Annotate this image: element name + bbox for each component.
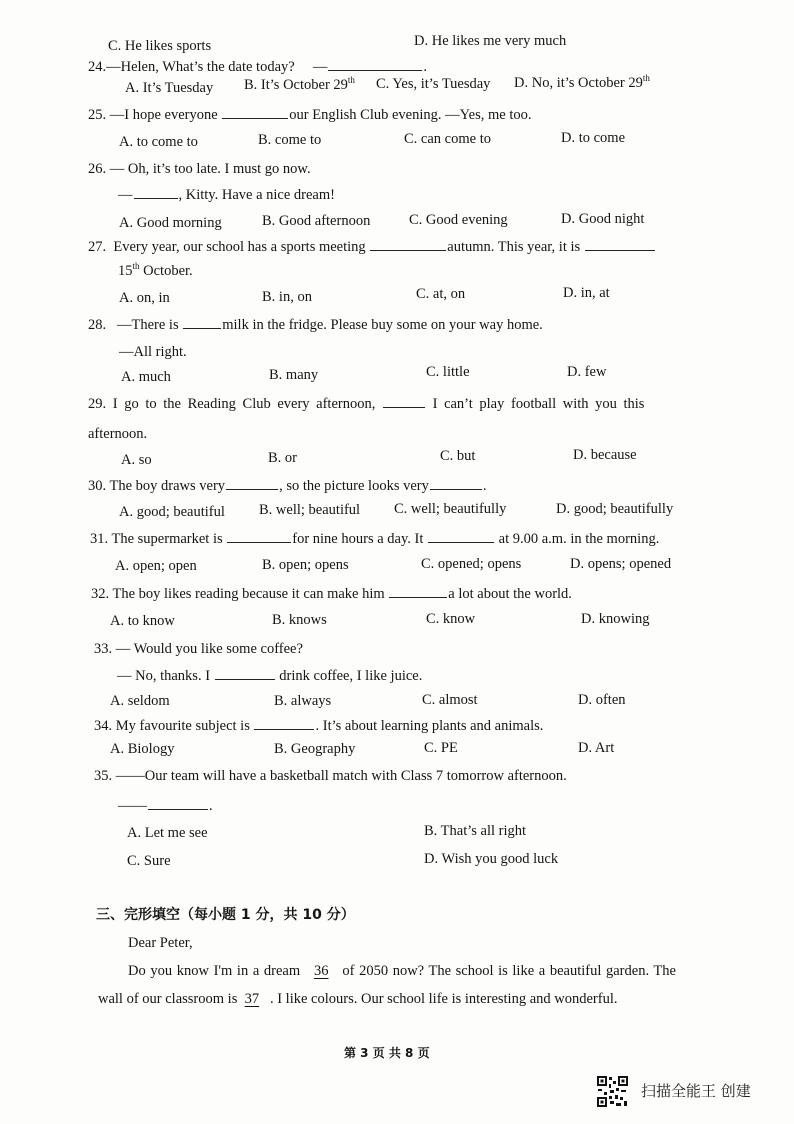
q25-stem: 25. —I hope everyone our English Club evening. —Yes, me too.	[88, 107, 532, 123]
q29-option-d: D. because	[573, 447, 637, 463]
q34-option-a: A. Biology	[110, 741, 175, 757]
q30-option-c: C. well; beautifully	[394, 501, 507, 517]
q28-option-b: B. many	[269, 367, 319, 383]
q34-option-c: C. PE	[424, 740, 458, 756]
q35-option-c: C. Sure	[127, 853, 171, 869]
q29-option-b: B. or	[268, 450, 297, 466]
q23-option-d: D. He likes me very much	[414, 33, 567, 49]
q27-line2: 15th October.	[118, 261, 193, 279]
q26-line1: 26. — Oh, it’s too late. I must go now.	[88, 161, 311, 177]
q24-option-d: D. No, it’s October 29th	[514, 73, 650, 91]
q34-stem: 34. My favourite subject is . It’s about learning plants and animals.	[94, 718, 544, 734]
q35-line2: —— .	[118, 798, 213, 814]
q26-option-a: A. Good morning	[119, 215, 222, 231]
q32-option-b: B. knows	[272, 612, 327, 628]
q33-option-d: D. often	[578, 692, 626, 708]
q29-option-a: A. so	[121, 452, 152, 468]
q33-line2: — No, thanks. I drink coffee, I like juice.	[117, 668, 423, 684]
q31-option-c: C. opened; opens	[421, 556, 522, 572]
q31-option-d: D. opens; opened	[570, 556, 672, 572]
page-number: 第 3 页 共 8 页	[344, 1046, 430, 1060]
blank-36: 36	[313, 963, 329, 979]
section-heading: 三、完形填空（每小题 1 分，共 10 分）	[96, 907, 355, 923]
q24-option-c: C. Yes, it’s Tuesday	[376, 76, 491, 92]
q32-option-a: A. to know	[110, 613, 175, 629]
q30-option-a: A. good; beautiful	[119, 504, 225, 520]
q24-option-a: A. It’s Tuesday	[125, 80, 214, 96]
q29-option-c: C. but	[440, 448, 476, 464]
q33-option-b: B. always	[274, 693, 332, 709]
q28-option-d: D. few	[567, 364, 607, 380]
q27-option-c: C. at, on	[416, 286, 466, 302]
passage-line-2: wall of our classroom is 37 . I like colours. Our school life is interesting and wonderful.	[98, 991, 618, 1007]
q32-option-d: D. knowing	[581, 611, 650, 627]
q26-option-c: C. Good evening	[409, 212, 508, 228]
q27-option-a: A. on, in	[119, 290, 170, 306]
q28-stem: 28. —There is milk in the fridge. Please buy some on your way home.	[88, 317, 543, 333]
q27-option-d: D. in, at	[563, 285, 610, 301]
q35-line1: 35. ——Our team will have a basketball match with Class 7 tomorrow afternoon.	[94, 768, 567, 784]
q27-option-b: B. in, on	[262, 289, 312, 305]
q27-stem: 27. Every year, our school has a sports meeting autumn. This year, it is	[88, 240, 656, 255]
letter-salutation: Dear Peter,	[128, 935, 193, 951]
q30-stem: 30. The boy draws very , so the picture looks very .	[88, 478, 487, 494]
q30-option-b: B. well; beautiful	[259, 502, 361, 518]
q25-option-d: D. to come	[561, 130, 626, 146]
q24-stem: 24.—Helen, What’s the date today? — .	[88, 59, 427, 75]
qr-code-icon	[596, 1075, 629, 1108]
q23-option-c: C. He likes sports	[108, 38, 212, 54]
q28-option-c: C. little	[426, 364, 470, 380]
passage-line-1: Do you know I'm in a dream 36 of 2050 now? The school is like a beautiful garden. The	[128, 963, 676, 979]
q35-option-d: D. Wish you good luck	[424, 851, 559, 867]
q26-option-b: B. Good afternoon	[262, 213, 371, 229]
q30-option-d: D. good; beautifully	[556, 501, 674, 517]
q33-option-c: C. almost	[422, 692, 478, 708]
q31-option-b: B. open; opens	[262, 557, 349, 573]
q34-option-d: D. Art	[578, 740, 615, 756]
q35-option-b: B. That’s all right	[424, 823, 527, 839]
q31-option-a: A. open; open	[115, 558, 197, 574]
q28-line2: —All right.	[119, 344, 187, 360]
q34-option-b: B. Geography	[274, 741, 356, 757]
q28-option-a: A. much	[121, 369, 171, 385]
q33-option-a: A. seldom	[110, 693, 170, 709]
q32-stem: 32. The boy likes reading because it can make him a lot about the world.	[91, 586, 572, 602]
q32-option-c: C. know	[426, 611, 476, 627]
q26-option-d: D. Good night	[561, 211, 645, 227]
watermark-text: 扫描全能王 创建	[641, 1082, 751, 1100]
q29-line2: afternoon.	[88, 426, 148, 442]
q25-option-c: C. can come to	[404, 131, 491, 147]
q31-stem: 31. The supermarket is for nine hours a day. It at 9.00 a.m. in the morning.	[90, 531, 660, 547]
q33-line1: 33. — Would you like some coffee?	[94, 641, 303, 657]
q25-option-a: A. to come to	[119, 134, 198, 150]
q35-option-a: A. Let me see	[127, 825, 208, 841]
q24-option-b: B. It’s October 29th	[244, 75, 355, 93]
q25-option-b: B. come to	[258, 132, 322, 148]
q26-line2: — , Kitty. Have a nice dream!	[118, 187, 335, 203]
q29-stem: 29. I go to the Reading Club every afternoon, I can’t play football with you this	[88, 396, 645, 412]
blank-37: 37	[244, 991, 260, 1007]
